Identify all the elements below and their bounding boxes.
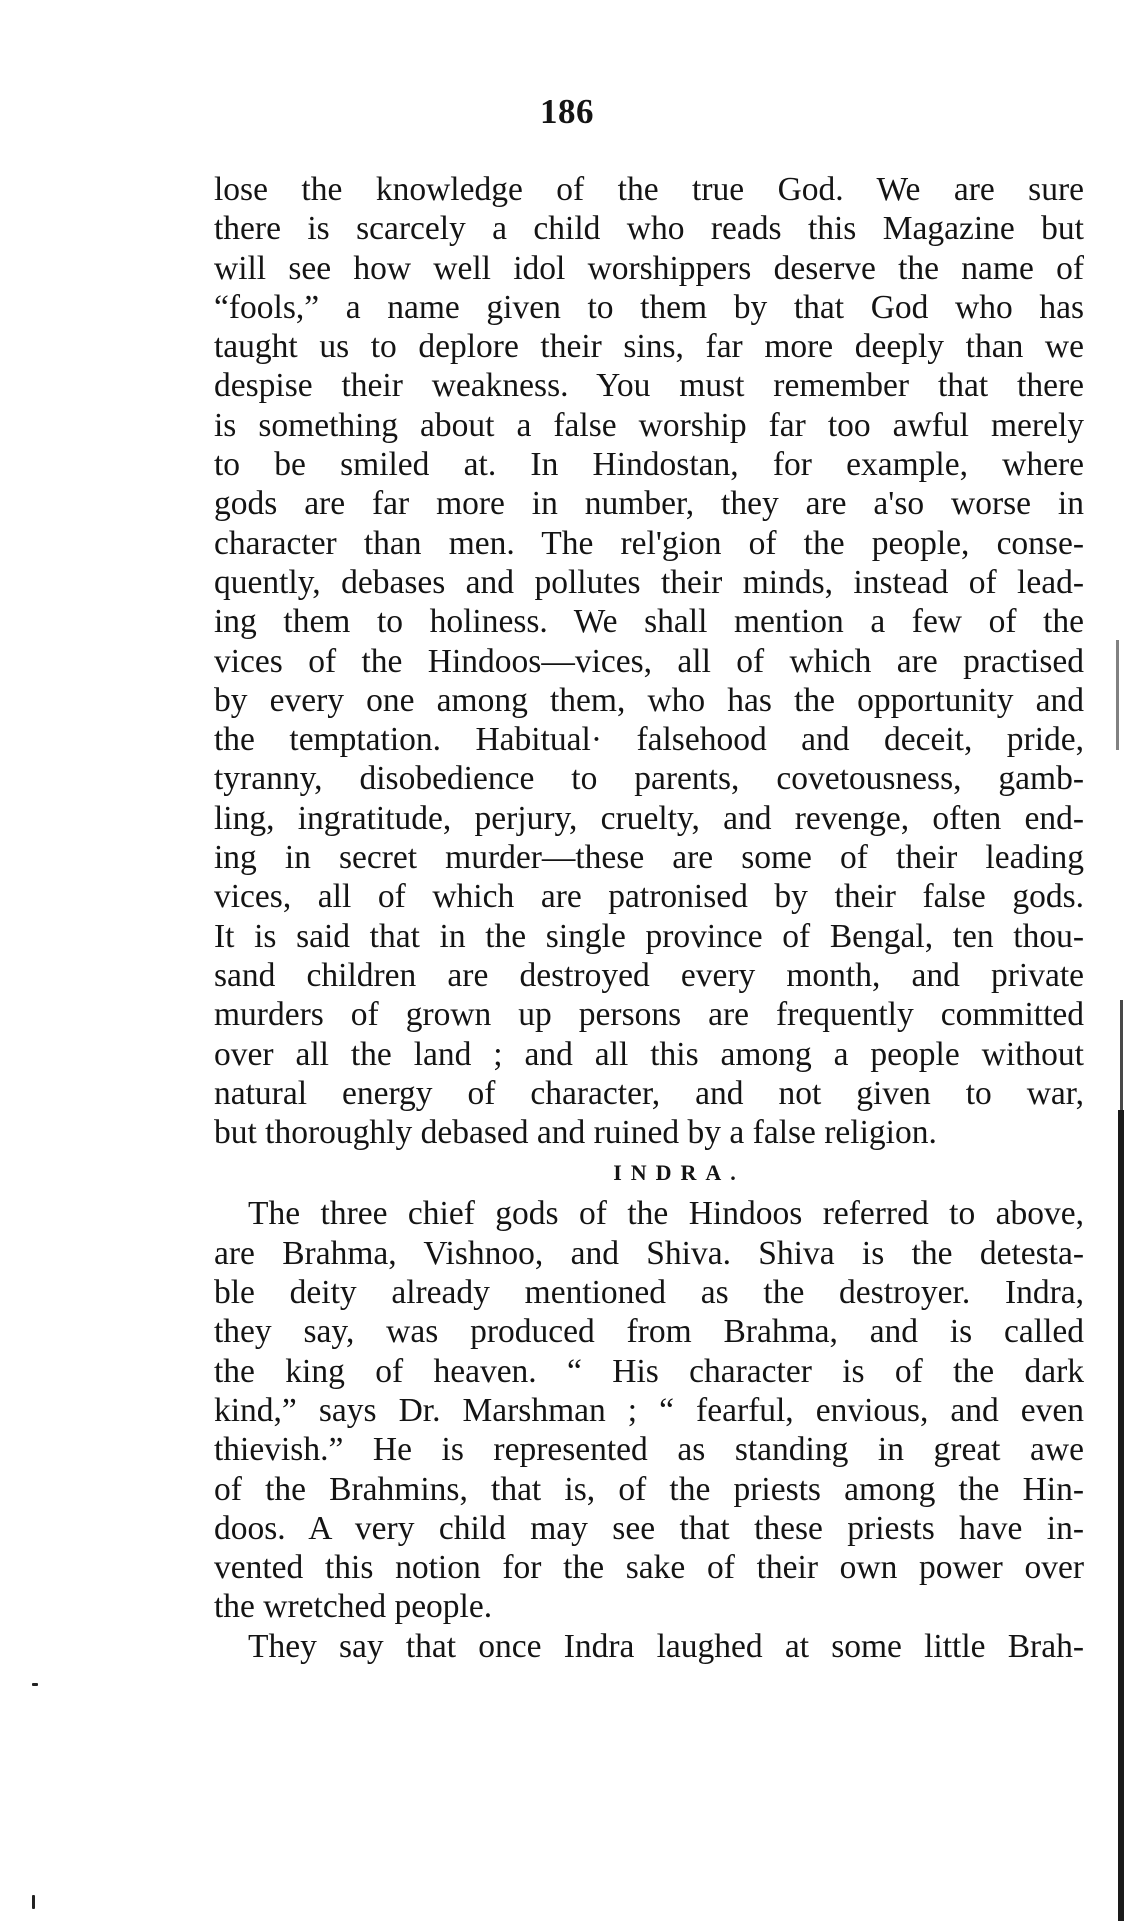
text-line: are Brahma, Vishnoo, and Shiva. Shiva is the detesta-: [214, 1234, 1084, 1272]
text-line: ing them to holiness. We shall mention a few of the: [214, 603, 1084, 641]
text-line: vented this notion for the sake of their own power over: [214, 1549, 1084, 1587]
text-line: quently, debases and pollutes their minds, instead of lead-: [214, 563, 1084, 601]
text-line: ble deity already mentioned as the destroyer. Indra,: [214, 1274, 1084, 1312]
text-line: they say, was produced from Brahma, and is called: [214, 1313, 1084, 1351]
text-line: by every one among them, who has the opportunity and: [214, 681, 1084, 719]
body-text: [214, 170, 1084, 1666]
text-line: sand children are destroyed every month, and private: [214, 956, 1084, 994]
text-line: gods are far more in number, they are a'so worse in: [214, 485, 1084, 523]
page-edge-shadow: [1118, 1110, 1124, 1921]
text-line: taught us to deplore their sins, far more deeply than we: [214, 328, 1084, 366]
text-line: thievish.” He is represented as standing in great awe: [214, 1431, 1084, 1469]
text-line: ing in secret murder—these are some of their leading: [214, 839, 1084, 877]
text-line: They say that once Indra laughed at some little Brah-: [248, 1627, 1084, 1665]
text-line: “fools,” a name given to them by that God who has: [214, 288, 1084, 326]
text-line: but thoroughly debased and ruined by a false religion.: [214, 1114, 937, 1152]
text-line: vices, all of which are patronised by their false gods.: [214, 878, 1084, 916]
text-line: there is scarcely a child who reads this Magazine but: [214, 210, 1084, 248]
text-line: vices of the Hindoos—vices, all of which are practised: [214, 642, 1084, 680]
page-edge-shadow: [1116, 640, 1119, 750]
text-line: murders of grown up persons are frequently committed: [214, 996, 1084, 1034]
text-line: is something about a false worship far too awful merely: [214, 406, 1084, 444]
paragraph-2: [214, 1194, 1084, 1626]
section-heading: INDRA.: [613, 1160, 745, 1186]
text-line: of the Brahmins, that is, of the priests among the Hin-: [214, 1470, 1084, 1508]
text-line: character than men. The rel'gion of the people, conse-: [214, 524, 1084, 562]
text-line: kind,” says Dr. Marshman ; “ fearful, envious, and even: [214, 1391, 1084, 1429]
text-line: the wretched people.: [214, 1588, 493, 1626]
text-line: the king of heaven. “ His character is of the dark: [214, 1352, 1084, 1390]
page-number: 186: [540, 92, 594, 131]
text-line: ling, ingratitude, perjury, cruelty, and revenge, often end-: [214, 799, 1084, 837]
text-line: will see how well idol worshippers deserve the name of: [214, 249, 1084, 287]
page-edge-shadow: [1120, 1000, 1123, 1110]
text-line: tyranny, disobedience to parents, covetousness, gamb-: [214, 760, 1084, 798]
scan-speck: [32, 1895, 35, 1909]
text-line: It is said that in the single province of Bengal, ten thou-: [214, 917, 1084, 955]
text-line: to be smiled at. In Hindostan, for example, where: [214, 446, 1084, 484]
paragraph-1: [214, 170, 1084, 1152]
scan-speck: [32, 1683, 38, 1686]
paragraph-3: [214, 1627, 1084, 1666]
text-line: the temptation. Habitual· falsehood and deceit, pride,: [214, 721, 1084, 759]
text-line: The three chief gods of the Hindoos referred to above,: [248, 1195, 1084, 1233]
text-line: over all the land ; and all this among a people without: [214, 1035, 1084, 1073]
text-line: natural energy of character, and not given to war,: [214, 1074, 1084, 1112]
text-line: lose the knowledge of the true God. We are sure: [214, 171, 1084, 208]
text-line: doos. A very child may see that these priests have in-: [214, 1509, 1084, 1547]
text-line: despise their weakness. You must remember that there: [214, 367, 1084, 405]
